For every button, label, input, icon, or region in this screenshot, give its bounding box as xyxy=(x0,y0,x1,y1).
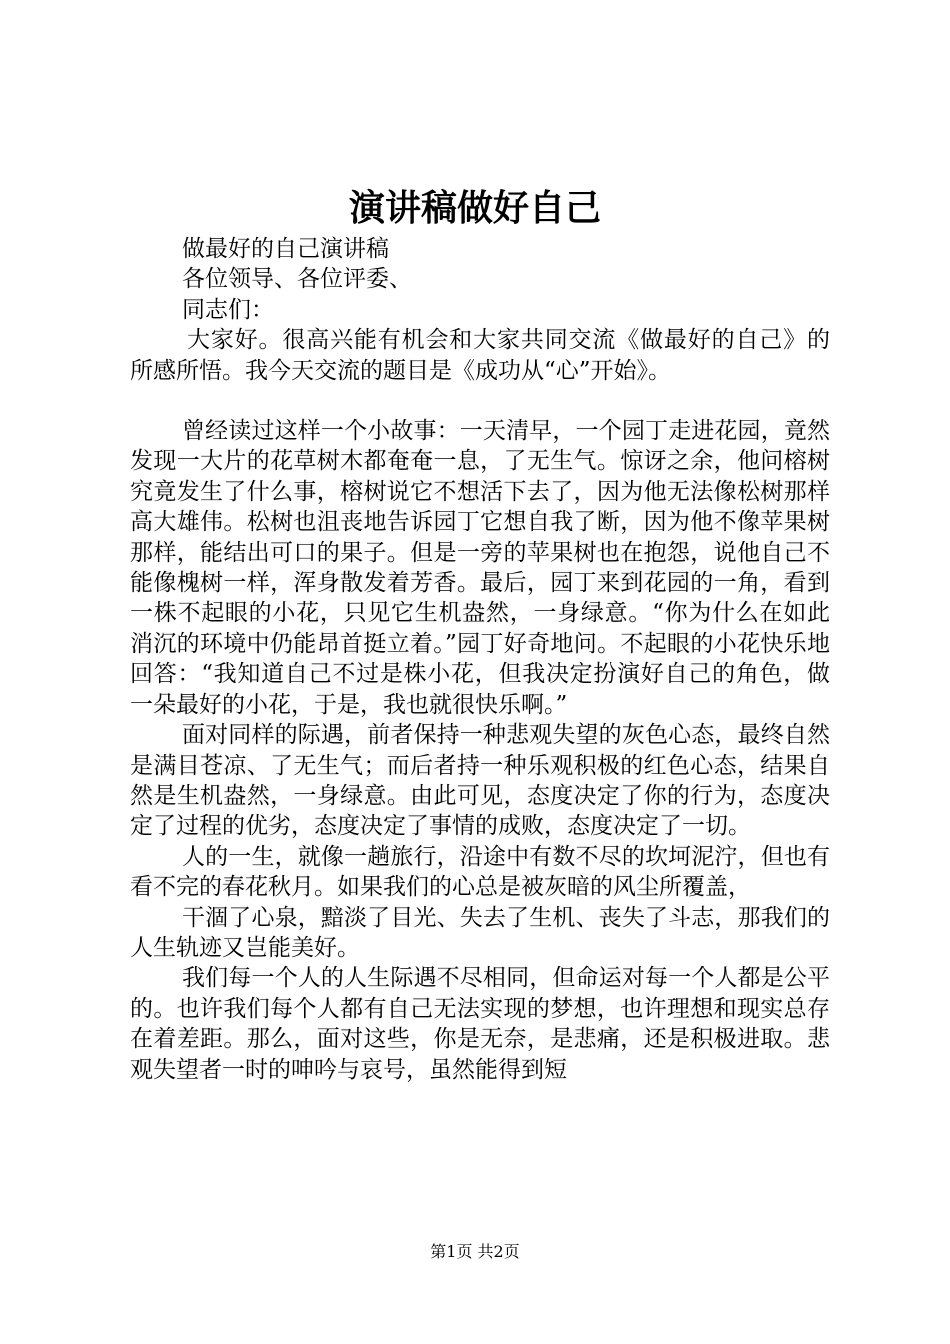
paragraph-gap xyxy=(130,386,830,416)
document-title: 演讲稿做好自己 xyxy=(348,187,601,229)
heading-line: 做最好的自己演讲稿 xyxy=(182,236,389,262)
document-body xyxy=(130,234,830,1085)
paragraph: 我们每一个人的人生际遇不尽相同，但命运对每一个人都是公平的。也许我们每个人都有自己无法实现的梦想，也许理想和现实总存在着差距。那么，面对这些，你是无奈，是悲痛，还是积极进取。悲观失望者一时的呻吟与哀号，虽然能得到短 xyxy=(130,965,830,1083)
paragraph: 面对同样的际遇，前者保持一种悲观失望的灰色心态，最终自然是满目苍凉、了无生气；而后者持一种乐观积极的红色心态，结果自然是生机盎然，一身绿意。由此可见，态度决定了你的行为，态度决定了过程的优劣，态度决定了事情的成败，态度决定了一切。 xyxy=(130,722,830,840)
heading-line: 各位领导、各位评委、 xyxy=(182,266,412,293)
paragraph: 大家好。很高兴能有机会和大家共同交流《做最好的自己》的所感所悟。我今天交流的题目是《成功从“心”开始》。 xyxy=(130,327,830,384)
paragraph: 曾经读过这样一个小故事：一天清早，一个园丁走进花园，竟然发现一大片的花草树木都奄奄一息，了无生气。惊讶之余，他问榕树究竟发生了什么事，榕树说它不想活下去了，因为他无法像松树那样高大雄伟。松树也沮丧地告诉园丁它想自我了断，因为他不像苹果树那样，能结出可口的果子。但是一旁的苹果树也在抱怨，说他自己不能像槐树一样，浑身散发着芳香。最后，园丁来到花园的一角，看到一株不起眼的小花，只见它生机盎然，一身绿意。“你为什么在如此消沉的环境中仍能昂首挺立着。”园丁好奇地问。不起眼的小花快乐地回答：“我知道自己不过是株小花，但我决定扮演好自己的角色，做一朵最好的小花，于是，我也就很快乐啊。” xyxy=(130,418,830,718)
paragraph: 人的一生，就像一趟旅行，沿途中有数不尽的坎坷泥泞，但也有看不完的春花秋月。如果我们的心总是被灰暗的风尘所覆盖， xyxy=(130,843,830,901)
page-footer: 第1页 共2页 xyxy=(430,1242,520,1261)
heading-line: 同志们： xyxy=(182,296,274,323)
paragraph: 干涸了心泉，黯淡了目光、失去了生机、丧失了斗志，那我们的人生轨迹又岂能美好。 xyxy=(130,904,830,961)
